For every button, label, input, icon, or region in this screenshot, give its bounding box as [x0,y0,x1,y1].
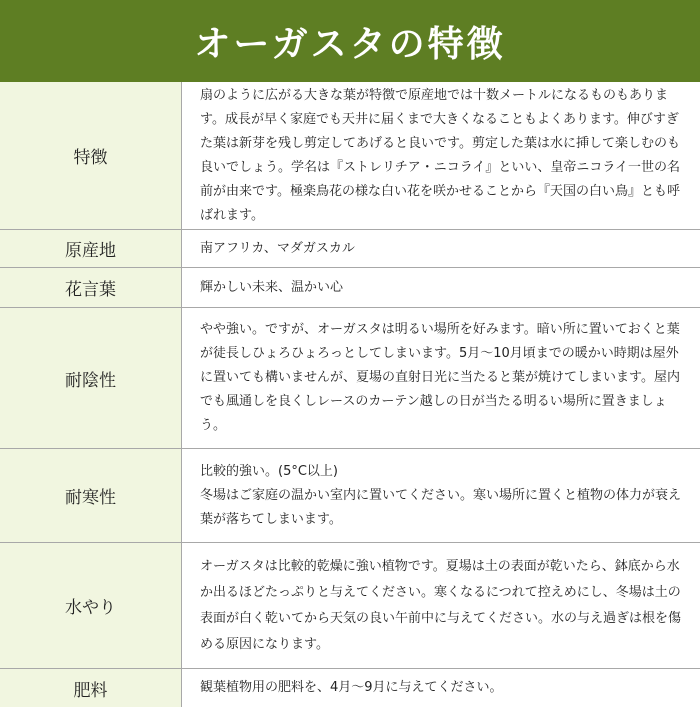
row-label: 原産地 [0,230,182,267]
row-content [182,669,700,707]
origin-text: 南アフリカ、マダガスカル [200,240,355,256]
row-content [182,543,700,668]
row-label: 耐陰性 [0,308,182,448]
info-table [0,82,700,700]
row-content [182,268,700,307]
fertilizer-text: 観葉植物用の肥料を、4月～9月に与えてください。 [200,680,503,695]
row-label: 花言葉 [0,268,182,307]
row-content [182,308,700,448]
table-row-features [0,82,700,230]
table-row-watering [0,543,700,669]
table-row-origin [0,230,700,268]
cold-tolerance-text: 冬場はご家庭の温かい室内に置いてください。寒い場所に置くと植物の体力が衰え葉が落ちてしまいます。 [200,487,682,527]
table-row-flower-language [0,268,700,308]
page-header [0,0,700,82]
row-label: 特徴 [0,82,182,229]
row-label: 耐寒性 [0,449,182,542]
row-content [182,82,700,229]
page-title: オーガスタの特徴 [194,22,506,65]
shade-tolerance-text: やや強い。ですが、オーガスタは明るい場所を好みます。暗い所に置いておくと葉が徒長しひょろひょろっとしてしまいます。5月～10月頃までの暖かい時期は屋外に置いても構いませんが、夏場の直射日光に当たると葉が焼けてしまいます。屋内でも風通しを良くしレースのカーテン越しの日が当たる明るい場所に置きましょう。 [200,322,680,433]
row-content [182,449,700,542]
flower-language-text: 輝かしい未来、温かい心 [200,279,344,295]
table-row-cold-tolerance [0,449,700,543]
cold-tolerance-summary: 比較的強い。(5°C以上) [200,463,338,479]
features-text: 扇のように広がる大きな葉が特徴で原産地では十数メートルになるものもあります。成長が早く家庭でも天井に届くまで大きくなることもよくあります。伸びすぎた葉は新芽を残し剪定してあげると良いです。剪定した葉は水に挿して楽しむのも良いでしょう。学名は『ストレリチア・ニコライ』といい、皇帝ニコライ一世の名前が由来です。極楽鳥花の様な白い花を咲かせることから『天国の白い鳥』とも呼ばれます。 [200,87,680,223]
row-content [182,230,700,267]
row-label: 水やり [0,543,182,668]
watering-text: オーガスタは比較的乾燥に強い植物です。夏場は土の表面が乾いたら、鉢底から水か出るほどたっぷりと与えてください。寒くなるにつれて控えめにし、冬場は土の表面が白く乾いてから天気の良い午前中に与えてください。水の与え過ぎは根を傷める原因になります。 [200,558,682,652]
table-row-shade-tolerance [0,308,700,449]
row-label: 肥料 [0,669,182,707]
table-row-fertilizer [0,669,700,707]
